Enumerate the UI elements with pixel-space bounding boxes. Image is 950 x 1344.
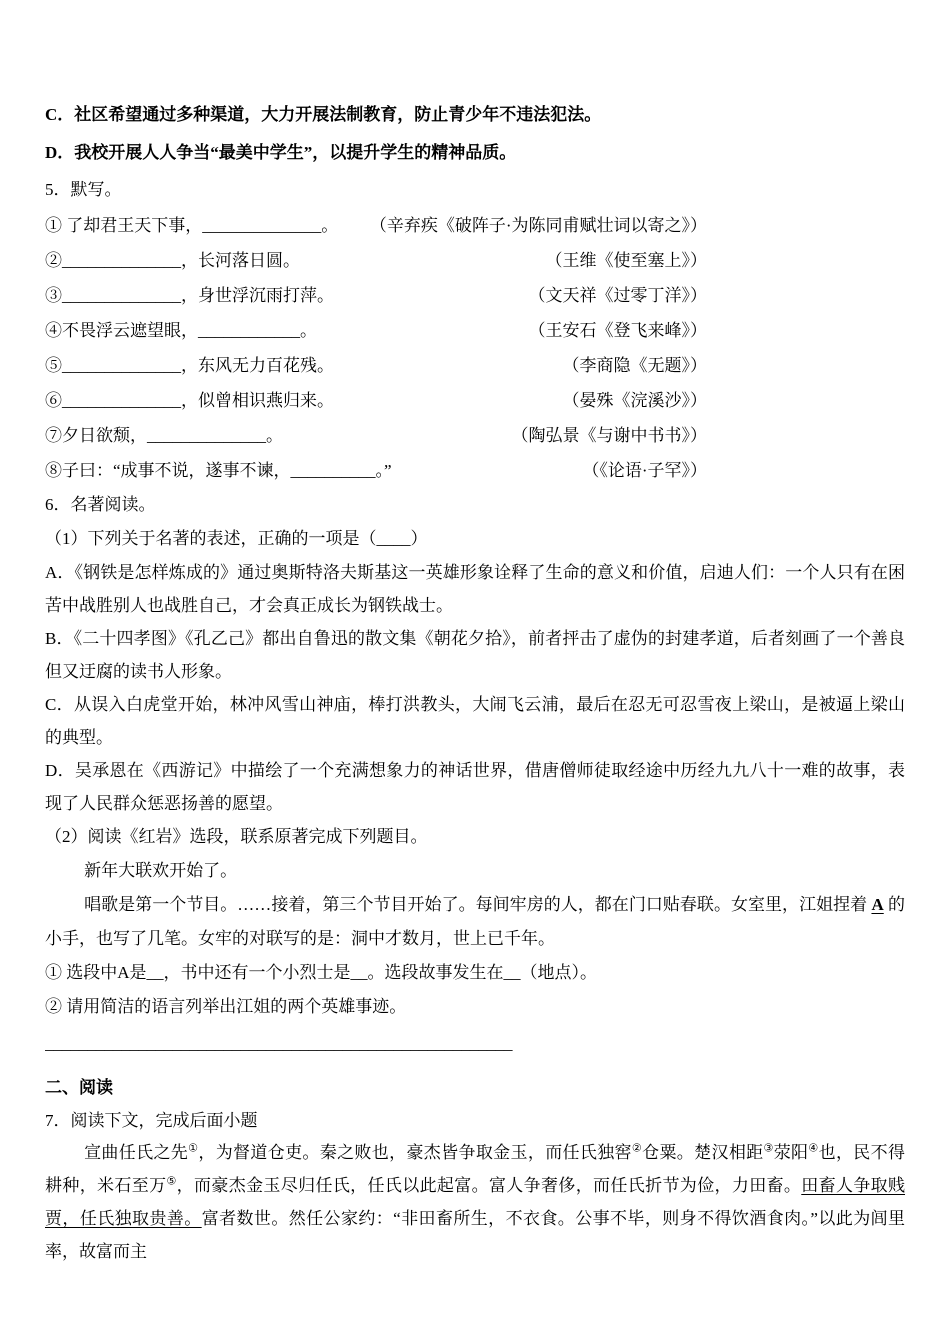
dictation-source: （李商隐《无题》） (562, 356, 707, 375)
option-text: 吴承恩在《西游记》中描绘了一个充满想象力的神话世界，借唐僧师徒取经途中历经九九八十一难的故事，表现了人民群众惩恶扬善的愿望。 (45, 761, 906, 813)
question-5-title: 5．默写。 (45, 180, 122, 199)
option-text: 我校开展人人争当“最美中学生”，以提升学生的精神品质。 (74, 143, 517, 162)
answer-blank-line: _______________________________________________________ (45, 1034, 513, 1053)
option-text: 《二十四孝图》《孔乙己》都出自鲁迅的散文集《朝花夕拾》，前者抨击了虚伪的封建孝道，后者刻画了一个善良但又迂腐的读书人形象。 (45, 629, 905, 681)
q6-option-d (45, 754, 905, 820)
q6-part1-prompt: （1）下列关于名著的表述，正确的一项是（____） (45, 529, 428, 548)
dictation-text: ① 了却君王天下事，______________。 (45, 216, 339, 235)
option-text: 《钢铁是怎样炼成的》通过奥斯特洛夫斯基这一英雄形象诠释了生命的意义和价值，启迪人们：一个人只有在困苦中战胜别人也战胜自己，才会真正成长为钢铁战士。 (45, 563, 905, 615)
option-label: C． (45, 695, 74, 714)
hongyan-paragraph-1: 新年大联欢开始了。 (84, 861, 238, 880)
dictation-text: ③______________，身世浮沉雨打萍。 (45, 286, 334, 305)
option-label: C． (45, 105, 75, 124)
dictation-text: ④不畏浮云遮望眼，____________。 (45, 321, 317, 340)
option-label: D． (45, 143, 75, 162)
dictation-item-7 (45, 418, 707, 453)
q6-option-b (45, 622, 905, 688)
dictation-item-1 (45, 208, 707, 243)
dictation-source: （辛弃疾《破阵子·为陈同甫赋壮词以寄之》） (369, 216, 707, 235)
classical-passage: 宣曲任氏之先①，为督道仓吏。秦之败也，豪杰皆争取金玉，而任氏独窖②仓粟。楚汉相距③荥阳④也，民不得耕种，米石至万⑤，而豪杰金玉尽归任氏，任氏以此起富。富人争奢侈，而任氏折节为俭，力田畜。田畜人争取贱贾，任氏独取贵善。富者数世。然任公家约：“非田畜所生，不衣食。公事不毕，则身不得饮酒食肉。”以此为闾里率，故富而主 (45, 1142, 906, 1261)
dictation-item-4 (45, 313, 707, 348)
dictation-text: ⑤______________，东风无力百花残。 (45, 356, 334, 375)
hongyan-paragraph-2: 唱歌是第一个节目。……接着，第三个节目开始了。每间牢房的人，都在门口贴春联。女室里，江姐捏着 A 的小手，也写了几笔。女牢的对联写的是：洞中才数月，世上已千年。 (45, 895, 906, 948)
q6-part2-sub1: ① 选段中A是__，书中还有一个小烈士是__。选段故事发生在__（地点）。 (45, 963, 598, 982)
dictation-text: ②______________，长河落日圆。 (45, 251, 300, 270)
dictation-source: （王维《使至塞上》） (545, 251, 707, 270)
question-7-title: 7．阅读下文，完成后面小题 (45, 1111, 258, 1130)
question-6-title: 6．名著阅读。 (45, 495, 156, 514)
dictation-item-3 (45, 278, 707, 313)
dictation-item-8 (45, 453, 707, 488)
q6-option-c (45, 688, 905, 754)
dictation-item-2 (45, 243, 707, 278)
dictation-text: ⑦夕日欲颓，______________。 (45, 426, 283, 445)
option-label: B． (45, 629, 74, 648)
dictation-item-5 (45, 348, 707, 383)
dictation-source: （文天祥《过零丁洋》） (528, 286, 707, 305)
dictation-source: （晏殊《浣溪沙》） (562, 391, 707, 410)
dictation-source: （陶弘景《与谢中书书》） (511, 426, 707, 445)
dictation-text: ⑧子曰：“成事不说，遂事不谏，__________。” (45, 461, 392, 480)
dictation-source: （《论语·子罕》） (582, 461, 707, 480)
dictation-source: （王安石《登飞来峰》） (528, 321, 707, 340)
option-label: A． (45, 563, 75, 582)
prev-question-option-d (45, 134, 905, 172)
dictation-item-6 (45, 383, 707, 418)
option-text: 社区希望通过多种渠道，大力开展法制教育，防止青少年不违法犯法。 (74, 105, 602, 124)
dictation-text: ⑥______________，似曾相识燕归来。 (45, 391, 334, 410)
q6-option-a (45, 556, 905, 622)
q6-part2-prompt: （2）阅读《红岩》选段，联系原著完成下列题目。 (45, 827, 428, 846)
q6-part2-sub2: ② 请用简洁的语言列举出江姐的两个英雄事迹。 (45, 997, 407, 1016)
option-label: D． (45, 761, 75, 780)
option-text: 从误入白虎堂开始，林冲风雪山神庙，棒打洪教头，大闹飞云浦，最后在忍无可忍雪夜上梁山，是被逼上梁山的典型。 (45, 695, 905, 747)
prev-question-option-c (45, 96, 905, 134)
section-2-heading: 二、阅读 (45, 1078, 113, 1097)
